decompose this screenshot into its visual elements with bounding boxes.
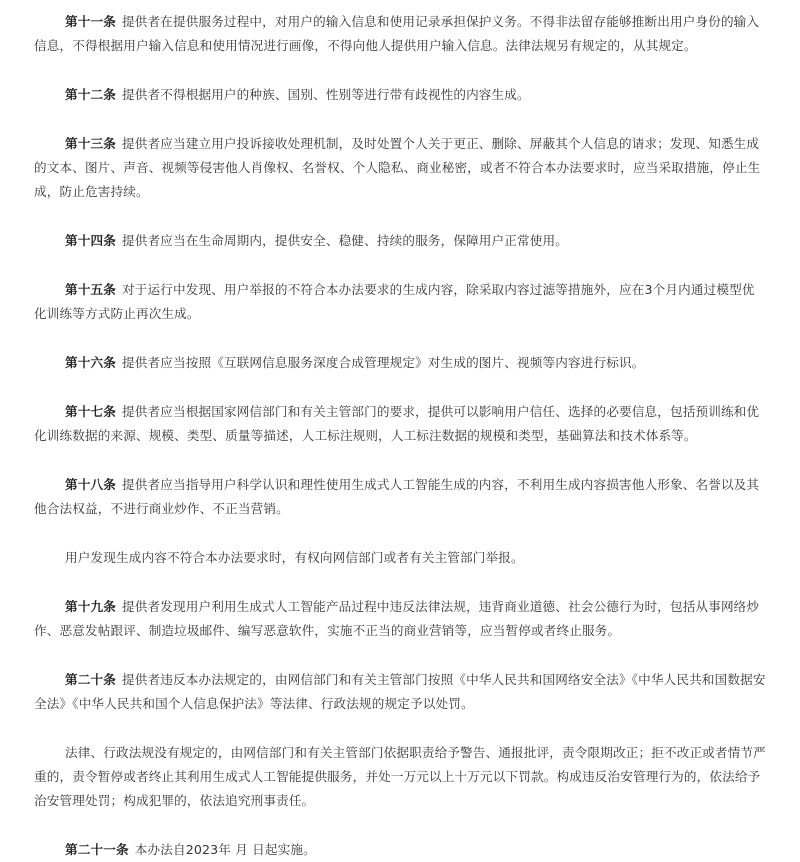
article-number: 第十六条 (65, 355, 116, 370)
article-number: 第二十条 (65, 672, 116, 687)
article-11 (34, 10, 766, 58)
article-text: 提供者在提供服务过程中，对用户的输入信息和使用记录承担保护义务。不得非法留存能够推断出用户身份的输入信息，不得根据用户输入信息和使用情况进行画像，不得向他人提供用户输入信息。法律法规另有规定的，从其规定。 (34, 14, 760, 53)
article-text: 提供者违反本办法规定的，由网信部门和有关主管部门按照《中华人民共和国网络安全法》《中华人民共和国数据安全法》《中华人民共和国个人信息保护法》等法律、行政法规的规定予以处罚。 (34, 672, 766, 711)
paragraph-text: 用户发现生成内容不符合本办法要求时，有权向网信部门或者有关主管部门举报。 (65, 550, 524, 565)
article-15 (34, 278, 766, 326)
article-20 (34, 668, 766, 716)
article-number: 第十二条 (65, 87, 116, 102)
article-19 (34, 595, 766, 643)
article-number: 第十八条 (65, 477, 116, 492)
article-13 (34, 132, 766, 204)
article-21 (34, 838, 766, 862)
article-text: 提供者发现用户利用生成式人工智能产品过程中违反法律法规，违背商业道德、社会公德行为时，包括从事网络炒作、恶意发帖跟评、制造垃圾邮件、编写恶意软件，实施不正当的商业营销等，应当暂停或者终止服务。 (34, 599, 760, 638)
article-number: 第十七条 (65, 404, 116, 419)
article-text: 本办法自2023年 月 日起实施。 (134, 842, 316, 857)
article-number: 第十一条 (65, 14, 116, 29)
article-17 (34, 400, 766, 448)
article-text: 对于运行中发现、用户举报的不符合本办法要求的生成内容，除采取内容过滤等措施外，应在3个月内通过模型优化训练等方式防止再次生成。 (34, 282, 755, 321)
article-12 (34, 83, 766, 107)
article-text: 提供者不得根据用户的种族、国别、性别等进行带有歧视性的内容生成。 (121, 87, 530, 102)
article-18-user-report (34, 546, 766, 570)
article-14 (34, 229, 766, 253)
article-text: 提供者应当建立用户投诉接收处理机制，及时处置个人关于更正、删除、屏蔽其个人信息的请求；发现、知悉生成的文本、图片、声音、视频等侵害他人肖像权、名誉权、个人隐私、商业秘密，或者不符合本办法要求时，应当采取措施，停止生成，防止危害持续。 (34, 136, 761, 199)
article-text: 提供者应当在生命周期内，提供安全、稳健、持续的服务，保障用户正常使用。 (121, 233, 569, 248)
article-text: 提供者应当指导用户科学认识和理性使用生成式人工智能生成的内容，不利用生成内容损害他人形象、名誉以及其他合法权益，不进行商业炒作、不正当营销。 (34, 477, 760, 516)
article-number: 第十四条 (65, 233, 116, 248)
paragraph-text: 法律、行政法规没有规定的，由网信部门和有关主管部门依据职责给予警告、通报批评，责令限期改正；拒不改正或者情节严重的，责令暂停或者终止其利用生成式人工智能提供服务，并处一万元以上十万元以下罚款。构成违反治安管理行为的，依法给予治安管理处罚；构成犯罪的，依法追究刑事责任。 (34, 745, 766, 808)
article-16 (34, 351, 766, 375)
article-number: 第十九条 (65, 599, 116, 614)
article-text: 提供者应当根据国家网信部门和有关主管部门的要求，提供可以影响用户信任、选择的必要信息，包括预训练和优化训练数据的来源、规模、类型、质量等描述，人工标注规则，人工标注数据的规模和类型，基础算法和技术体系等。 (34, 404, 760, 443)
article-number: 第十三条 (65, 136, 116, 151)
article-text: 提供者应当按照《互联网信息服务深度合成管理规定》对生成的图片、视频等内容进行标识。 (121, 355, 645, 370)
article-number: 第十五条 (65, 282, 116, 297)
article-20-penalties (34, 741, 766, 813)
article-number: 第二十一条 (65, 842, 129, 857)
article-18 (34, 473, 766, 521)
